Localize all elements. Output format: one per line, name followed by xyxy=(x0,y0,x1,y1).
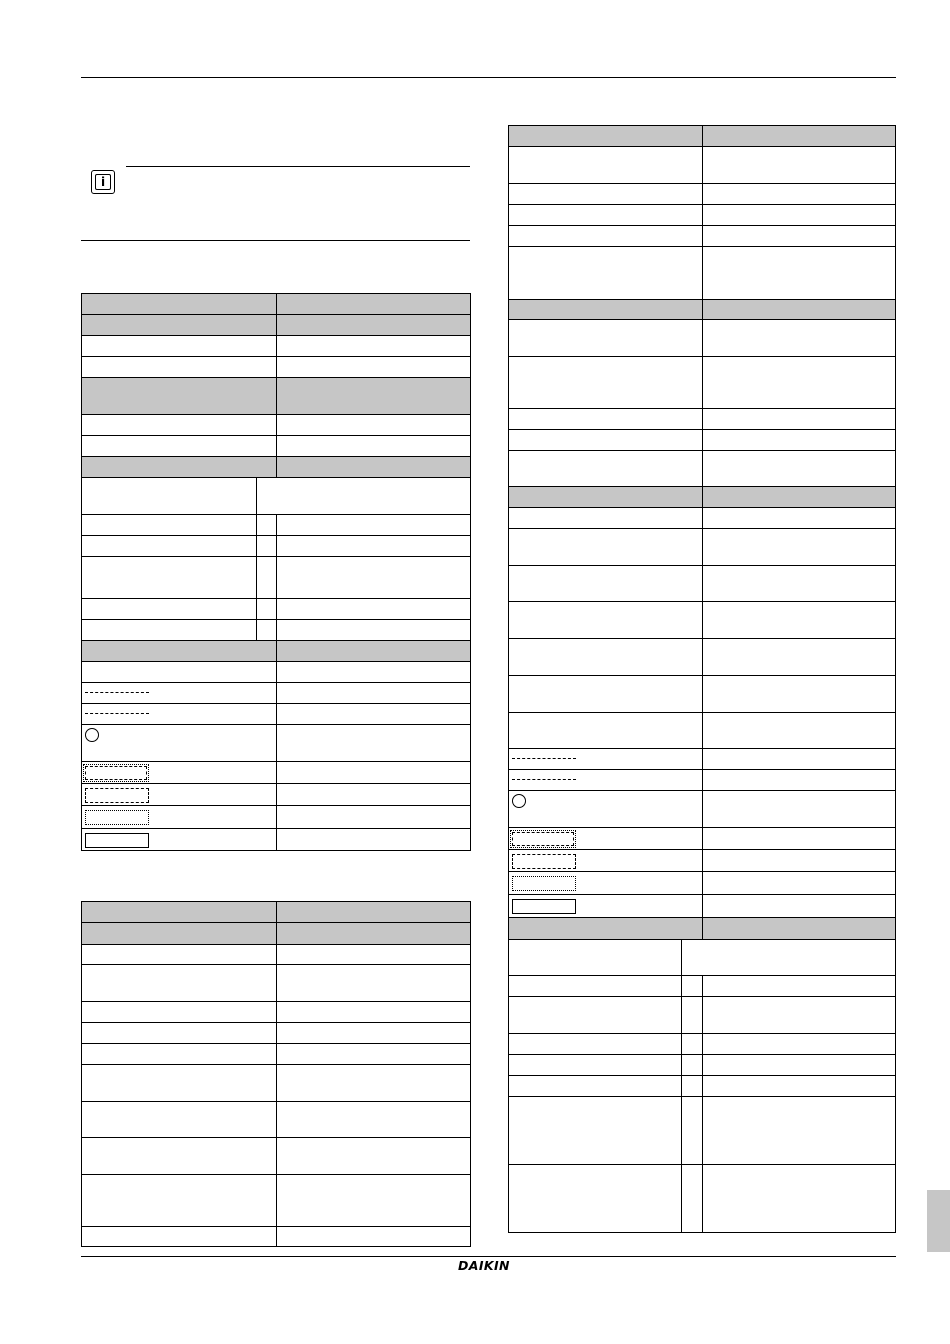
dashed-line-symbol xyxy=(512,779,576,780)
table-row xyxy=(508,204,896,225)
table-row xyxy=(81,828,471,851)
table-row xyxy=(81,703,471,724)
table-row xyxy=(508,1164,896,1233)
table-section-row xyxy=(81,314,471,335)
table-row xyxy=(81,1137,471,1174)
table-row xyxy=(81,682,471,703)
table-row xyxy=(81,1064,471,1101)
table-row xyxy=(508,1054,896,1075)
table-row xyxy=(508,146,896,183)
table-section-row xyxy=(81,377,471,414)
table-section-row xyxy=(81,640,471,661)
table-parts-list-right xyxy=(508,125,896,1233)
table-row xyxy=(508,748,896,769)
table-row xyxy=(508,996,896,1033)
table-row xyxy=(81,944,471,964)
table-row xyxy=(81,556,471,598)
table-row xyxy=(508,975,896,996)
page-header-rule xyxy=(81,77,896,78)
table-row xyxy=(508,183,896,204)
daikin-logo: DAIKIN xyxy=(458,1258,510,1273)
double-dashed-frame-symbol xyxy=(512,832,574,846)
dash-dot-line-symbol xyxy=(85,692,149,693)
table-row xyxy=(81,761,471,783)
table-row xyxy=(81,535,471,556)
table-row xyxy=(81,805,471,828)
double-dashed-frame-symbol xyxy=(85,766,147,780)
table-row xyxy=(508,827,896,849)
note-bottom-rule xyxy=(81,240,470,241)
table-row xyxy=(81,514,471,535)
table-row xyxy=(81,1174,471,1226)
table-row xyxy=(81,1022,471,1043)
table-row xyxy=(81,724,471,761)
table-row xyxy=(508,225,896,246)
dashed-frame-symbol xyxy=(85,788,149,803)
solid-frame-symbol xyxy=(512,899,576,914)
table-row xyxy=(508,601,896,638)
table-header-row xyxy=(81,293,471,314)
table-row xyxy=(81,1001,471,1022)
table-section-row xyxy=(508,486,896,507)
table-row xyxy=(81,661,471,682)
table-header-row xyxy=(508,125,896,146)
table-row xyxy=(508,675,896,712)
table-row xyxy=(508,507,896,528)
info-icon xyxy=(91,170,115,194)
note-top-rule xyxy=(126,166,470,167)
table-row xyxy=(81,783,471,805)
table-section-row xyxy=(508,917,896,939)
table-row xyxy=(508,790,896,827)
table-row xyxy=(81,356,471,377)
table-row xyxy=(81,1226,471,1247)
table-row xyxy=(81,477,471,514)
page-footer-rule xyxy=(81,1256,896,1257)
dash-dot-line-symbol xyxy=(512,758,576,759)
table-row xyxy=(508,1033,896,1054)
table-row xyxy=(508,408,896,429)
dotted-frame-symbol xyxy=(85,810,149,825)
table-row xyxy=(508,638,896,675)
table-section-row xyxy=(81,922,471,944)
dashed-line-symbol xyxy=(85,713,149,714)
table-wiring-legend-left xyxy=(81,293,471,851)
side-section-tab xyxy=(927,1190,950,1252)
table-row xyxy=(81,335,471,356)
table-row xyxy=(81,414,471,435)
solid-frame-symbol xyxy=(85,833,149,848)
table-row xyxy=(508,565,896,601)
table-row xyxy=(508,849,896,871)
table-row xyxy=(81,435,471,456)
circle-symbol xyxy=(85,728,99,742)
table-header-row xyxy=(81,901,471,922)
table-row xyxy=(508,319,896,356)
table-row xyxy=(508,871,896,894)
table-row xyxy=(508,1075,896,1096)
table-row xyxy=(508,356,896,408)
table-section-row xyxy=(81,456,471,477)
table-row xyxy=(508,450,896,486)
table-row xyxy=(508,712,896,748)
table-row xyxy=(81,598,471,619)
dotted-frame-symbol xyxy=(512,876,576,891)
dashed-frame-symbol xyxy=(512,854,576,869)
circle-symbol xyxy=(512,794,526,808)
table-row xyxy=(81,1101,471,1137)
table-row xyxy=(508,769,896,790)
table-row xyxy=(508,939,896,975)
table-row xyxy=(81,1043,471,1064)
table-row xyxy=(81,619,471,640)
table-section-row xyxy=(508,299,896,319)
info-icon-glyph: i xyxy=(95,174,111,190)
table-row xyxy=(508,528,896,565)
table-parts-list-left xyxy=(81,901,471,1247)
table-row xyxy=(81,964,471,1001)
table-row xyxy=(508,1096,896,1164)
table-row xyxy=(508,429,896,450)
table-row xyxy=(508,894,896,917)
info-note xyxy=(81,166,470,241)
table-row xyxy=(508,246,896,299)
